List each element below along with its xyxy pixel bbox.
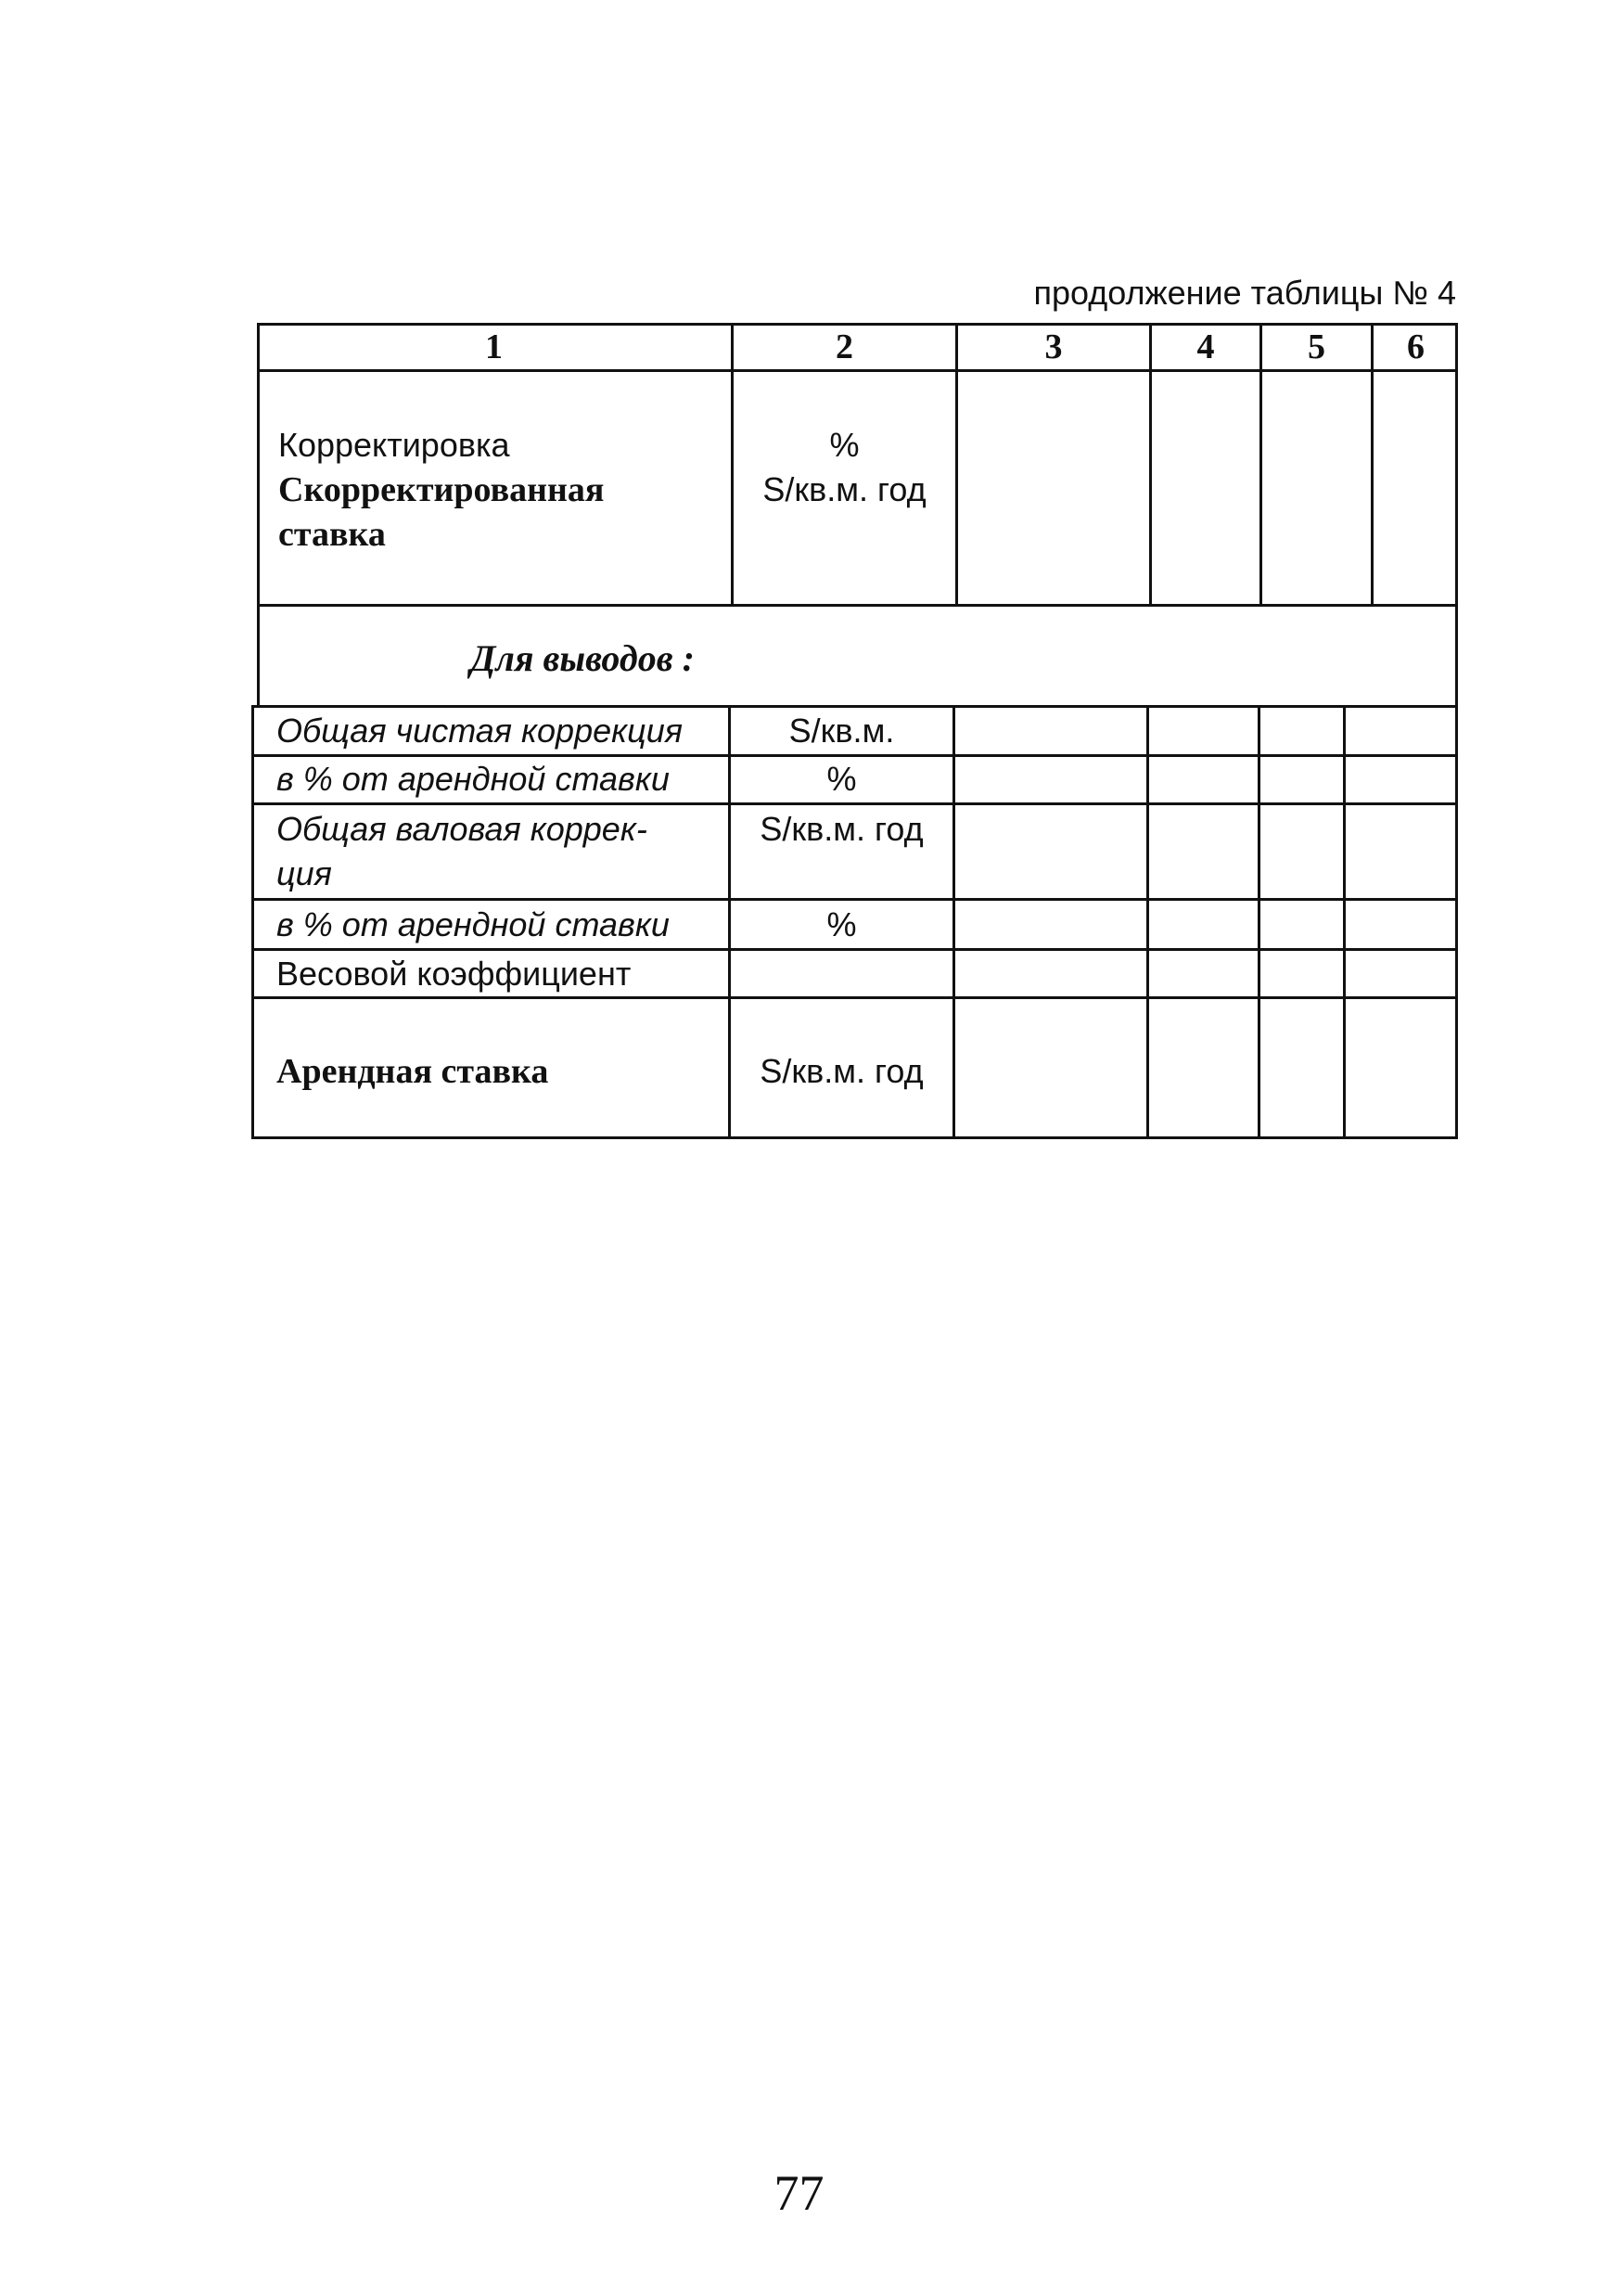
row-gross-percent-label: в % от арендной ставки (276, 905, 670, 943)
header-col-3: 3 (1044, 327, 1063, 366)
header-col-2: 2 (836, 327, 853, 366)
unit-rate: S/кв.м. год (762, 470, 927, 508)
header-col-4: 4 (1196, 327, 1215, 366)
page-number: 77 (773, 2165, 825, 2221)
label-corrected: Скорректированная (278, 470, 605, 509)
row-gross-correction-label (276, 807, 726, 896)
gross-correction-line1: Общая валовая коррек- (276, 810, 647, 848)
unit-percent: % (829, 426, 860, 464)
header-col-1: 1 (485, 327, 503, 366)
gross-correction-line2: ция (276, 854, 332, 892)
row-net-percent-label: в % от арендной ставки (276, 760, 670, 798)
row-net-percent-unit: % (826, 760, 857, 798)
row-rent-rate-unit: S/кв.м. год (760, 1052, 924, 1090)
header-col-6: 6 (1407, 327, 1425, 366)
row-net-correction-label: Общая чистая коррекция (276, 712, 683, 750)
table-caption: продолжение таблицы № 4 (1033, 274, 1456, 312)
header-col-5: 5 (1308, 327, 1325, 366)
top-row-label (278, 423, 723, 557)
section-title: Для выводов : (470, 637, 695, 679)
row-gross-percent-unit: % (826, 905, 857, 943)
row-gross-correction-unit: S/кв.м. год (760, 810, 924, 848)
row-net-correction-unit: S/кв.м. (788, 712, 895, 750)
top-row-units (734, 423, 955, 512)
row-weight-label: Весовой коэффициент (276, 955, 632, 993)
label-correction: Корректировка (278, 426, 510, 464)
row-rent-rate-label: Арендная ставка (276, 1052, 549, 1091)
label-rate: ставка (278, 515, 386, 554)
